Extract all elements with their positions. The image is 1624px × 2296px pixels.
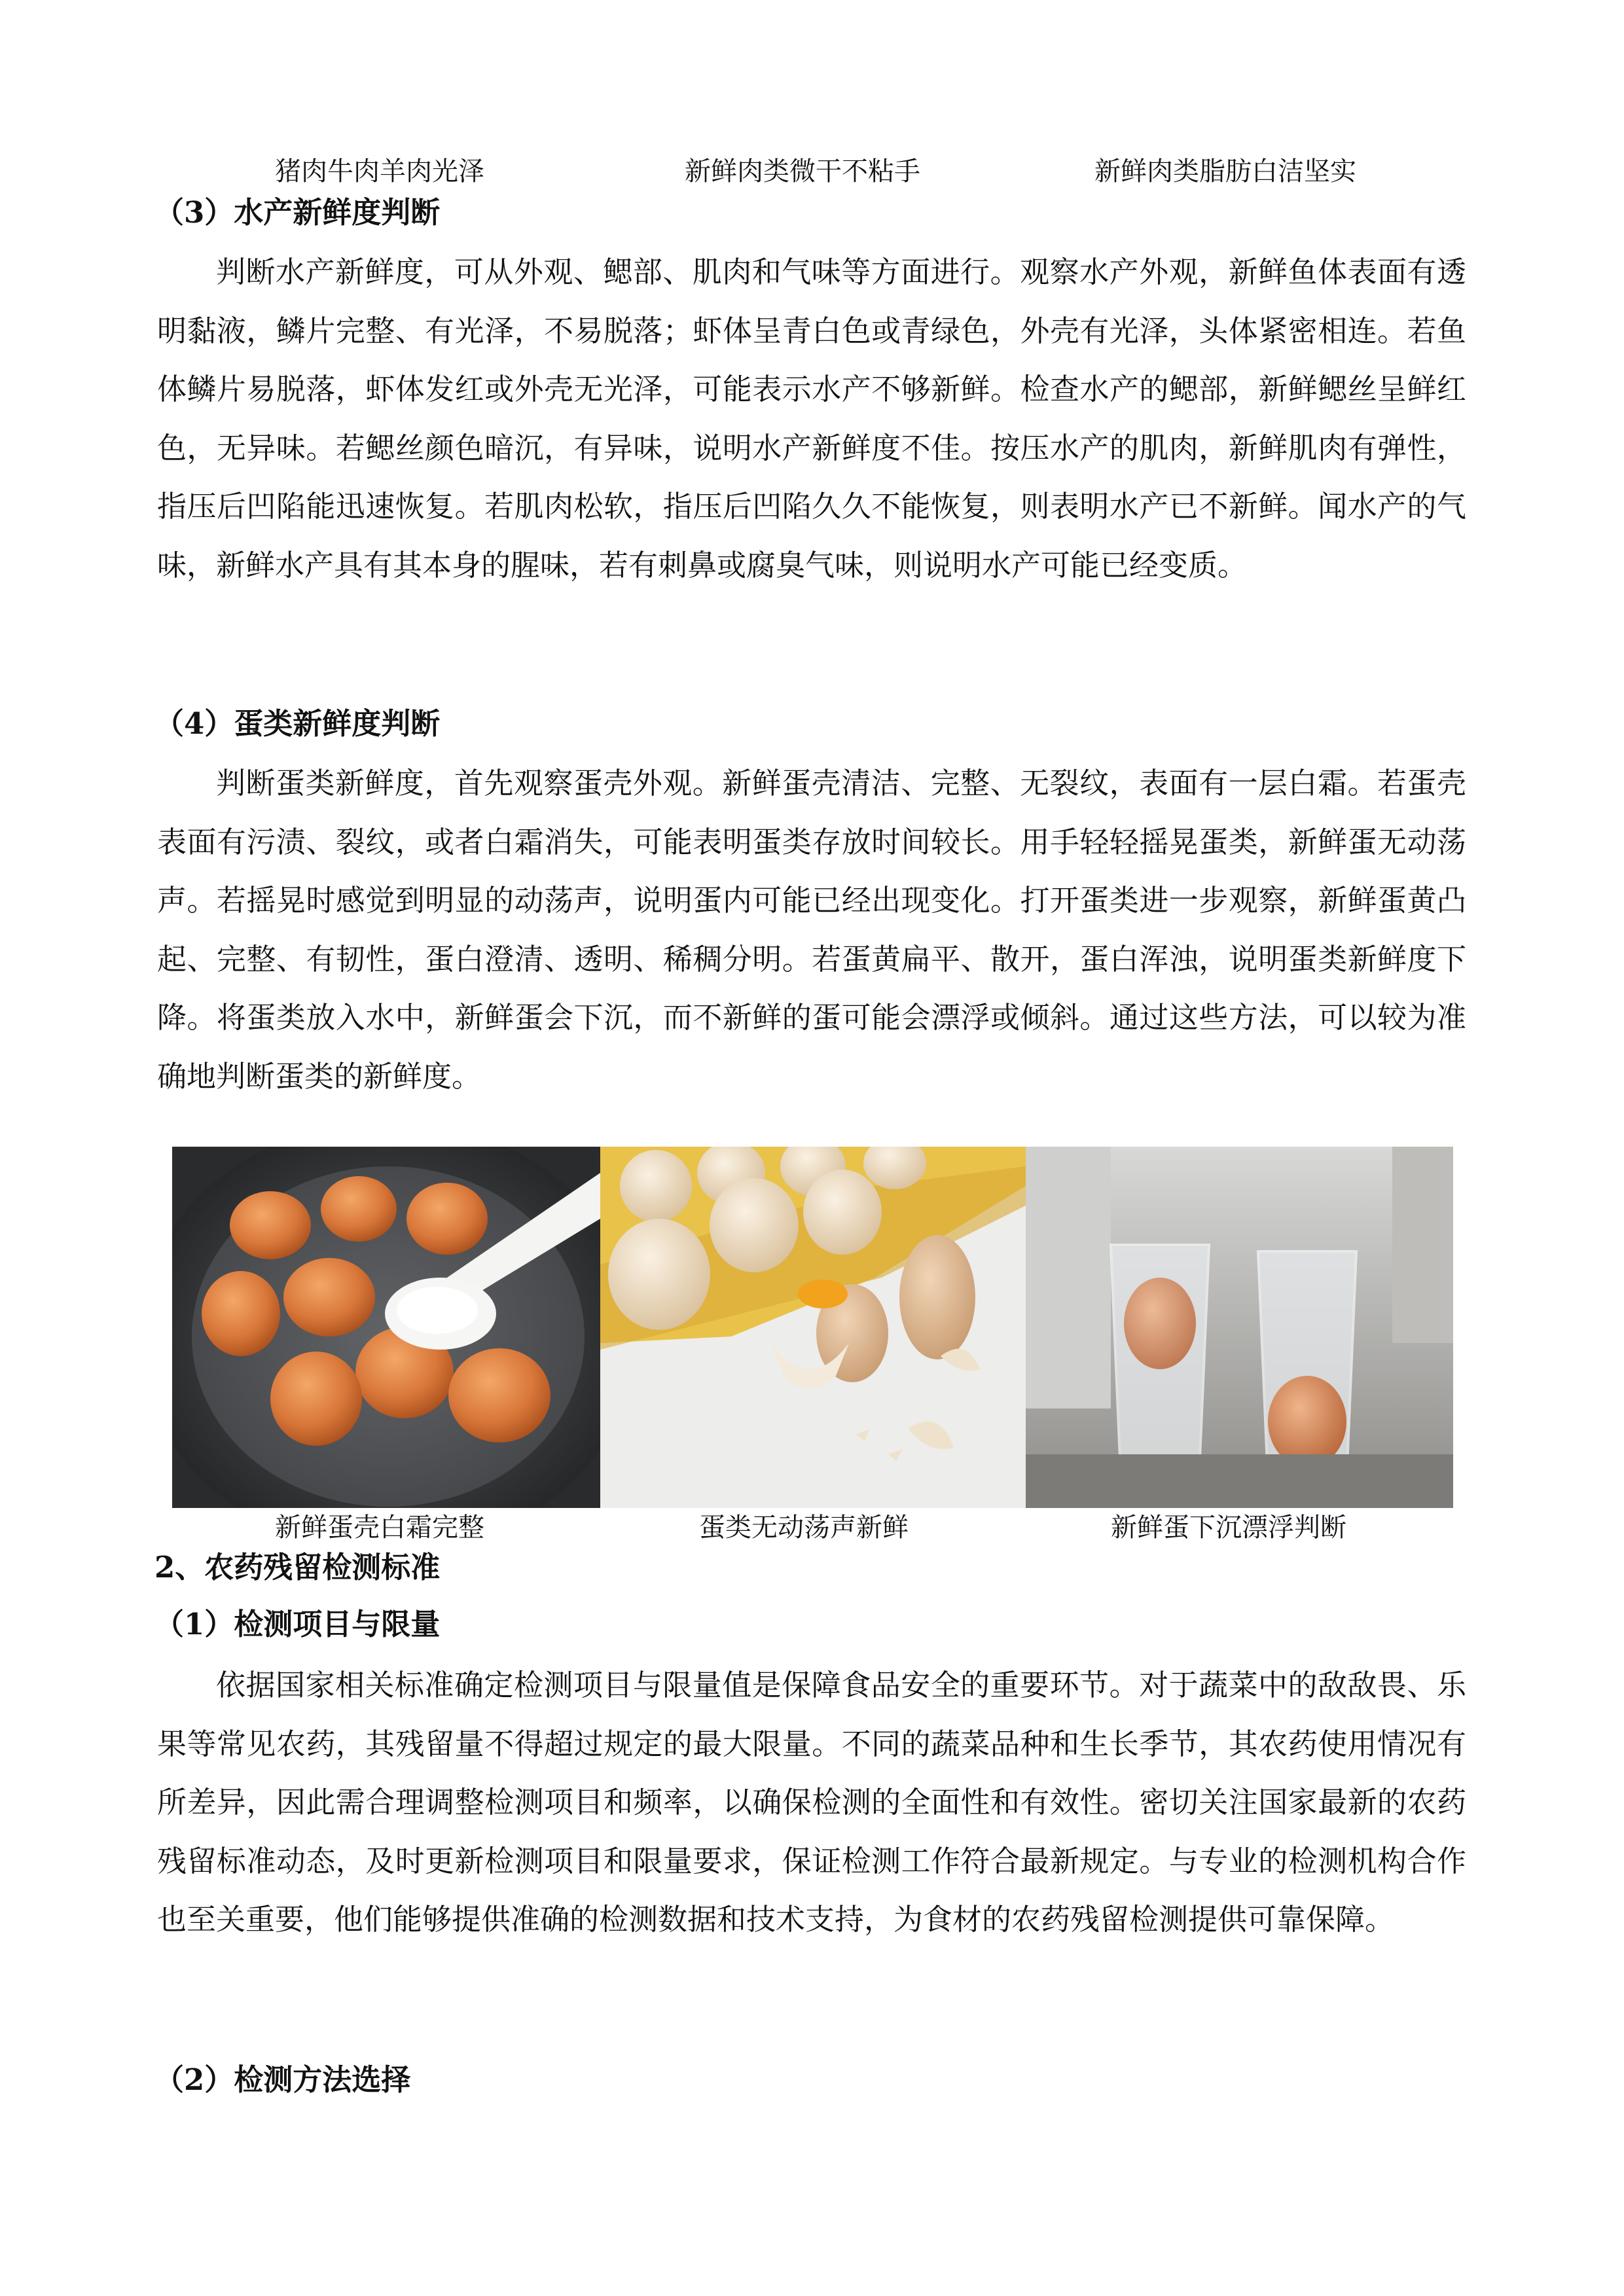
photo-eggs-water-glasses [1026,1147,1453,1508]
caption-egg-no-sound: 蛋类无动荡声新鲜 [699,1513,909,1543]
part-2-sub-1-heading: （1）检测项目与限量 [154,1607,441,1641]
part-2-sub-1-body: 依据国家相关标准确定检测项目与限量值是保障食品安全的重要环节。对于蔬菜中的敌敌畏、乐果等常见农药，其残留量不得超过规定的最大限量。不同的蔬菜品种和生长季节，其农药使用情况有所差异，因此需合理调整检测项目和频率，以确保检测的全面性和有效性。密切关注国家最新的农药残留标准动态，及时更新检测项目和限量要求，保证检测工作符合最新规定。与专业的检测机构合作也至关重要，他们能够提供准确的检测数据和技术支持，为食材的农药残留检测提供可靠保障。 [157,1668,1466,1937]
section-4-heading: （4）蛋类新鲜度判断 [154,706,441,741]
photo-eggs-tray [600,1147,1026,1508]
part-2-sub-2-heading: （2）检测方法选择 [154,2062,411,2097]
caption-egg-sink-float: 新鲜蛋下沉漂浮判断 [1111,1513,1346,1543]
caption-egg-frost: 新鲜蛋壳白霜完整 [275,1513,484,1543]
section-3-heading: （3）水产新鲜度判断 [154,195,441,230]
part-2-heading: 2、农药残留检测标准 [154,1550,441,1585]
photo-eggs-in-pan [172,1147,600,1508]
caption-fresh-meat-fat: 新鲜肉类脂肪白洁坚实 [1094,156,1356,187]
section-3-body: 判断水产新鲜度，可从外观、鳃部、肌肉和气味等方面进行。观察水产外观，新鲜鱼体表面有透明黏液，鳞片完整、有光泽，不易脱落；虾体呈青白色或青绿色，外壳有光泽，头体紧密相连。若鱼体鳞片易脱落，虾体发红或外壳无光泽，可能表示水产不够新鲜。检查水产的鳃部，新鲜鳃丝呈鲜红色，无异味。若鳃丝颜色暗沉，有异味，说明水产新鲜度不佳。按压水产的肌肉，新鲜肌肉有弹性，指压后凹陷能迅速恢复。若肌肉松软，指压后凹陷久久不能恢复，则表明水产已不新鲜。闻水产的气味，新鲜水产具有其本身的腥味，若有刺鼻或腐臭气味，则说明水产可能已经变质。 [157,255,1466,583]
caption-fresh-meat-dry: 新鲜肉类微干不粘手 [685,156,920,187]
caption-pork-beef-lamb-gloss: 猪肉牛肉羊肉光泽 [275,156,484,187]
section-4-body: 判断蛋类新鲜度，首先观察蛋壳外观。新鲜蛋壳清洁、完整、无裂纹，表面有一层白霜。若蛋壳表面有污渍、裂纹，或者白霜消失，可能表明蛋类存放时间较长。用手轻轻摇晃蛋类，新鲜蛋无动荡声。若摇晃时感觉到明显的动荡声，说明蛋内可能已经出现变化。打开蛋类进一步观察，新鲜蛋黄凸起、完整、有韧性，蛋白澄清、透明、稀稠分明。若蛋黄扁平、散开，蛋白浑浊，说明蛋类新鲜度下降。将蛋类放入水中，新鲜蛋会下沉，而不新鲜的蛋可能会漂浮或倾斜。通过这些方法，可以较为准确地判断蛋类的新鲜度。 [157,766,1466,1094]
